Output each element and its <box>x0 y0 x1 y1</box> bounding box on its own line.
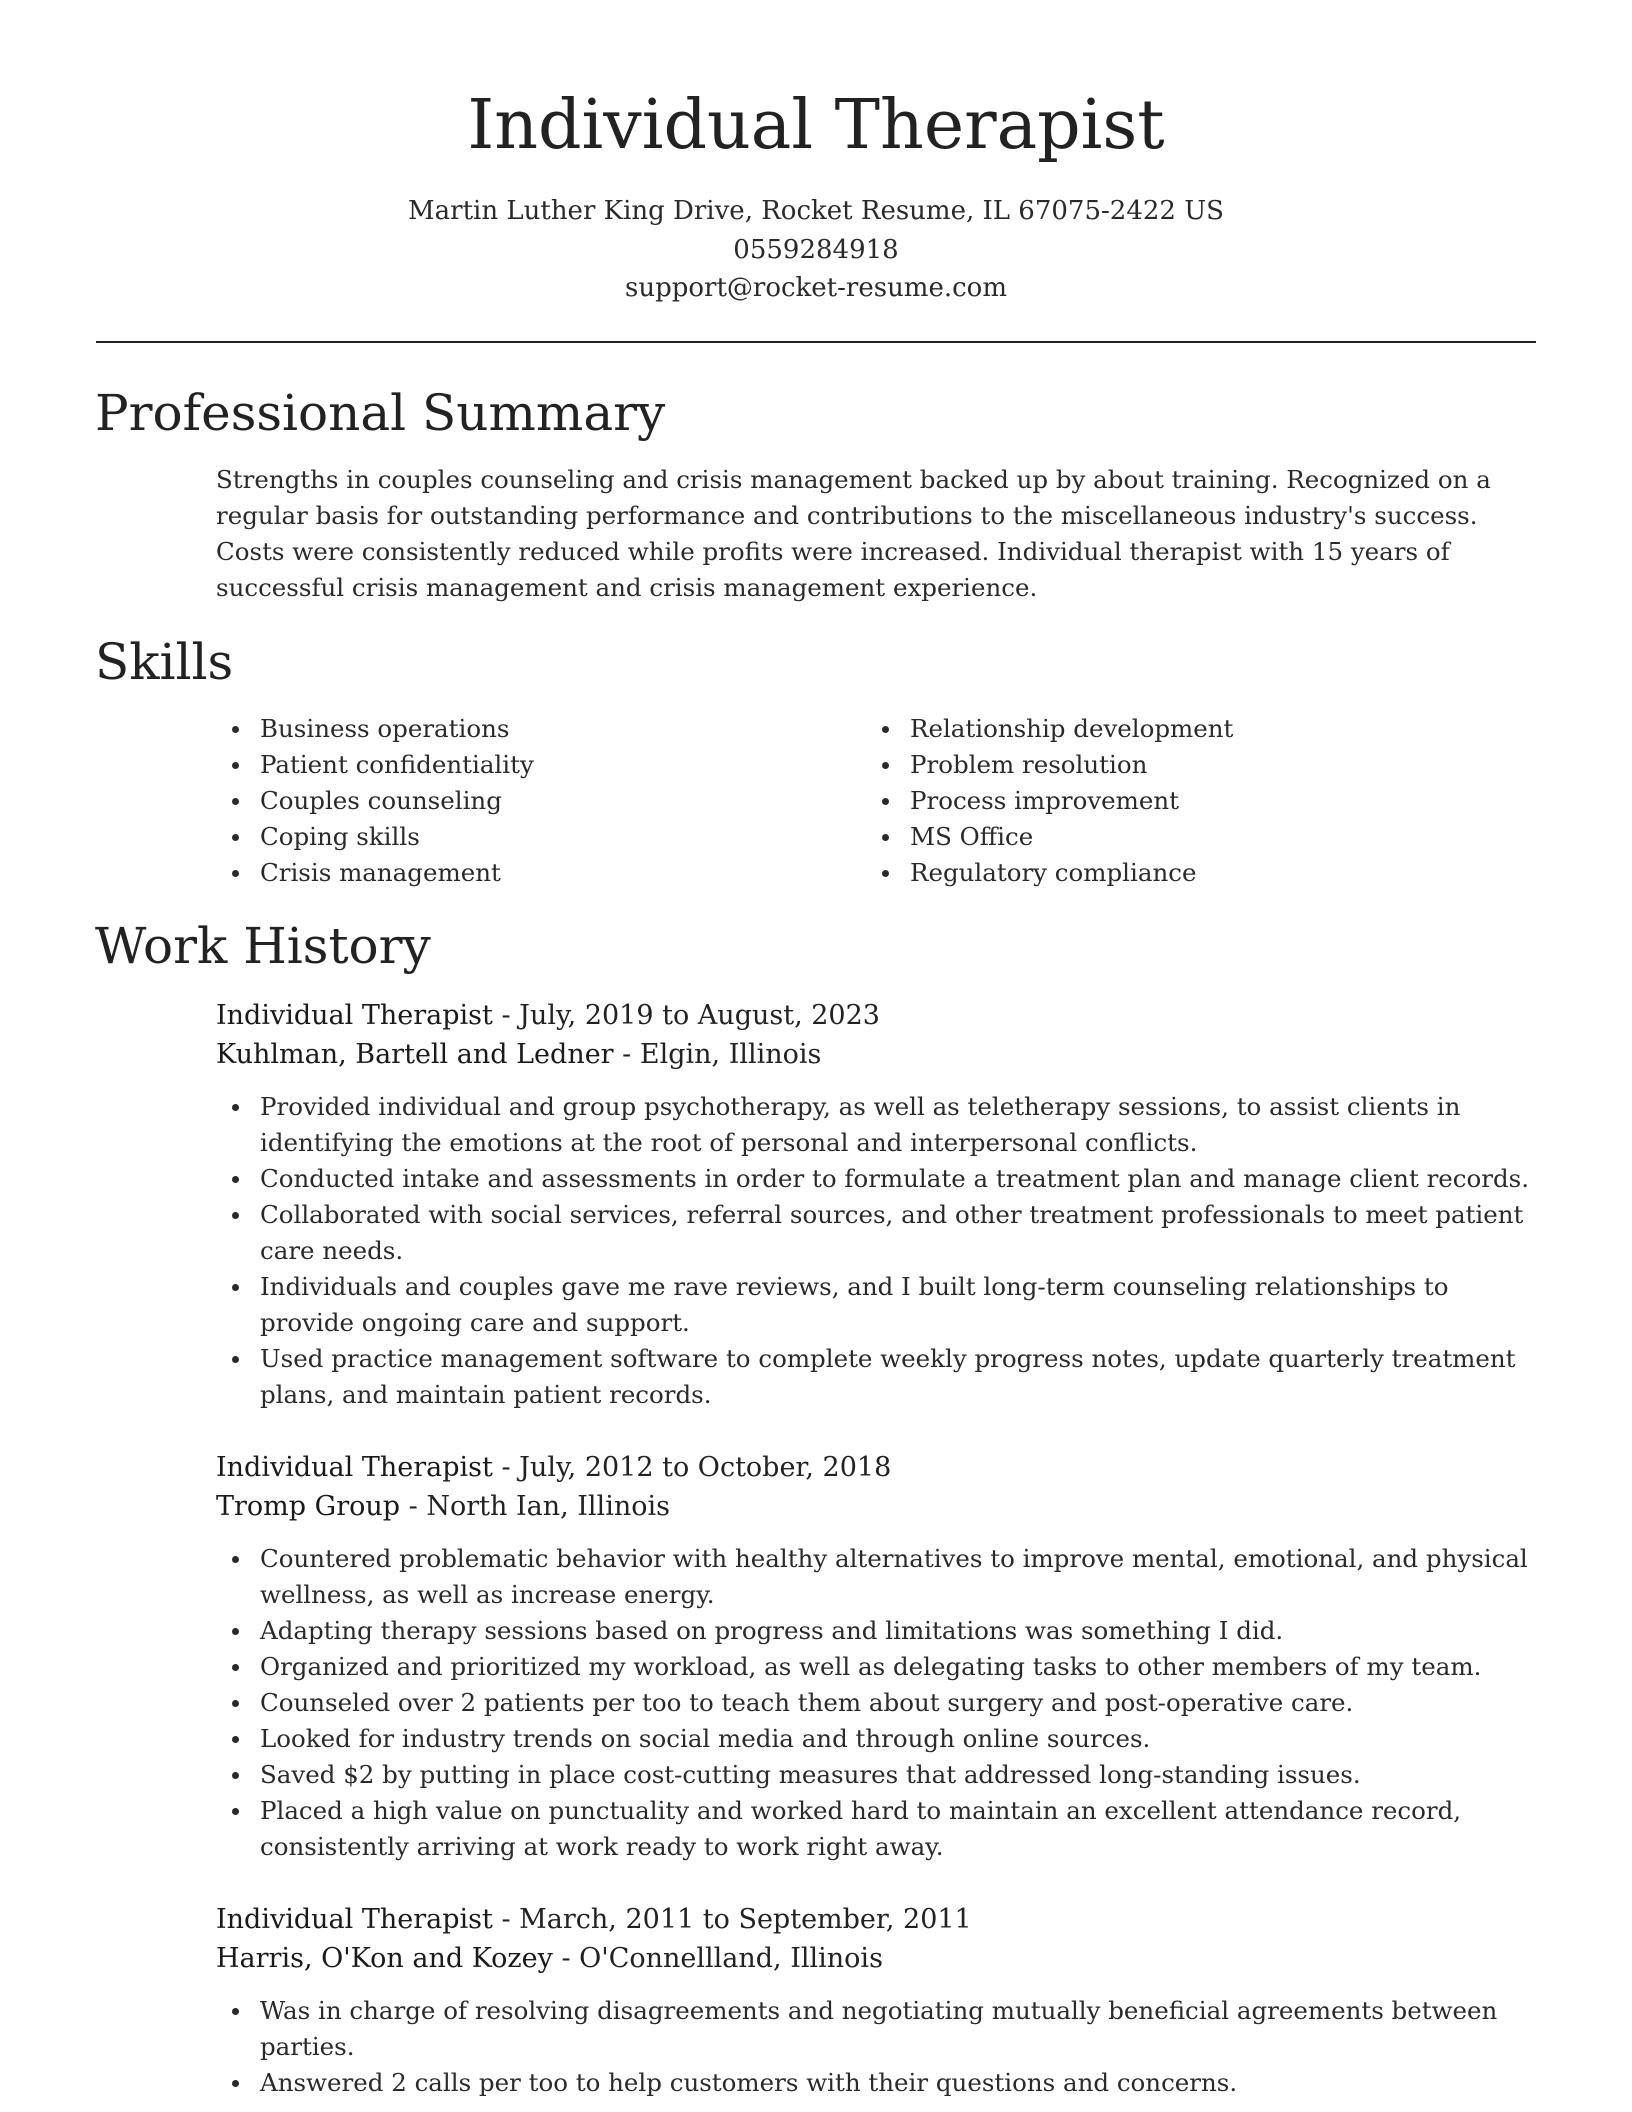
job-dates: - July, 2019 to August, 2023 <box>492 1000 880 1031</box>
job-duty: Individuals and couples gave me rave reviews, and I built long-term counseling relationships to provide ongoing care and support. <box>216 1269 1546 1341</box>
job-duty: Used practice management software to complete weekly progress notes, update quarterly treatment plans, and maintain patient records. <box>216 1341 1546 1413</box>
job-duty: Conducted intake and assessments in order to formulate a treatment plan and manage client records. <box>216 1161 1546 1197</box>
job-title-line <box>216 997 1546 1036</box>
job-duties <box>216 1541 1546 1865</box>
contact-info <box>0 192 1632 308</box>
skills-heading: Skills <box>95 633 234 691</box>
skill-item: Patient confidentiality <box>216 747 836 783</box>
skill-item: Regulatory compliance <box>866 855 1526 891</box>
job-duty: Organized and prioritized my workload, as well as delegating tasks to other members of my team. <box>216 1649 1546 1685</box>
job-location: - Elgin, Illinois <box>613 1038 822 1070</box>
job-company: Harris, O'Kon and Kozey <box>216 1942 553 1974</box>
job-duty: Was in charge of resolving disagreements and negotiating mutually beneficial agreements between parties. <box>216 1993 1546 2065</box>
job-duties <box>216 1993 1546 2101</box>
job-company: Tromp Group <box>216 1490 401 1522</box>
job-duty: Countered problematic behavior with healthy alternatives to improve mental, emotional, and physical wellness, as well as increase energy. <box>216 1541 1546 1613</box>
job-company: Kuhlman, Bartell and Ledner <box>216 1038 614 1070</box>
contact-address: Martin Luther King Drive, Rocket Resume, IL 67075-2422 US <box>408 196 1224 226</box>
skill-item: Problem resolution <box>866 747 1526 783</box>
job-company-line <box>216 1036 1546 1075</box>
job-duty: Looked for industry trends on social media and through online sources. <box>216 1721 1546 1757</box>
job-title-line <box>216 1449 1546 1488</box>
job-company-line <box>216 1940 1546 1979</box>
job-duty: Saved $2 by putting in place cost-cutting measures that addressed long-standing issues. <box>216 1757 1546 1793</box>
job-dates: - July, 2012 to October, 2018 <box>492 1452 892 1483</box>
job-title-line <box>216 1901 1546 1940</box>
header-divider <box>96 341 1536 343</box>
contact-phone: 0559284918 <box>733 234 899 265</box>
skill-item: Coping skills <box>216 819 836 855</box>
job-duty: Counseled over 2 patients per too to teach them about surgery and post-operative care. <box>216 1685 1546 1721</box>
contact-email: support@rocket-resume.com <box>624 273 1007 303</box>
skills-list-left <box>216 711 836 891</box>
job-duties <box>216 1089 1546 1413</box>
skill-item: Relationship development <box>866 711 1526 747</box>
job-role: Individual Therapist <box>216 1904 493 1935</box>
job-entry <box>216 1449 1546 1865</box>
summary-heading: Professional Summary <box>95 384 666 442</box>
job-duty: Adapting therapy sessions based on progress and limitations was something I did. <box>216 1613 1546 1649</box>
job-duty: Answered 2 calls per too to help customers with their questions and concerns. <box>216 2065 1546 2101</box>
skill-item: Couples counseling <box>216 783 836 819</box>
job-entry <box>216 997 1546 1413</box>
job-entry <box>216 1901 1546 2101</box>
skills-list-right <box>866 711 1526 891</box>
skill-item: MS Office <box>866 819 1526 855</box>
job-duty: Placed a high value on punctuality and worked hard to maintain an excellent attendance record, consistently arriving at work ready to work right away. <box>216 1793 1546 1865</box>
job-company-line <box>216 1488 1546 1527</box>
skill-item: Crisis management <box>216 855 836 891</box>
job-duty: Collaborated with social services, referral sources, and other treatment professionals to meet patient care needs. <box>216 1197 1546 1269</box>
job-dates: - March, 2011 to September, 2011 <box>492 1904 972 1935</box>
job-role: Individual Therapist <box>216 1452 493 1483</box>
job-role: Individual Therapist <box>216 1000 493 1031</box>
work-history-heading: Work History <box>95 917 431 975</box>
job-location: - O'Connellland, Illinois <box>552 1942 883 1974</box>
job-duty: Provided individual and group psychotherapy, as well as teletherapy sessions, to assist clients in identifying the emotions at the root of personal and interpersonal conflicts. <box>216 1089 1546 1161</box>
summary-text: Strengths in couples counseling and crisis management backed up by about training. Recognized on a regular basis for outstanding performance and contributions to the miscellaneous industry's success. Costs were consistently reduced while profits were increased. Individual therapist with 15 years of successful crisis management and crisis management experience. <box>216 465 1491 602</box>
skill-item: Business operations <box>216 711 836 747</box>
skill-item: Process improvement <box>866 783 1526 819</box>
resume-name: Individual Therapist <box>467 86 1165 165</box>
job-location: - North Ian, Illinois <box>400 1490 670 1522</box>
